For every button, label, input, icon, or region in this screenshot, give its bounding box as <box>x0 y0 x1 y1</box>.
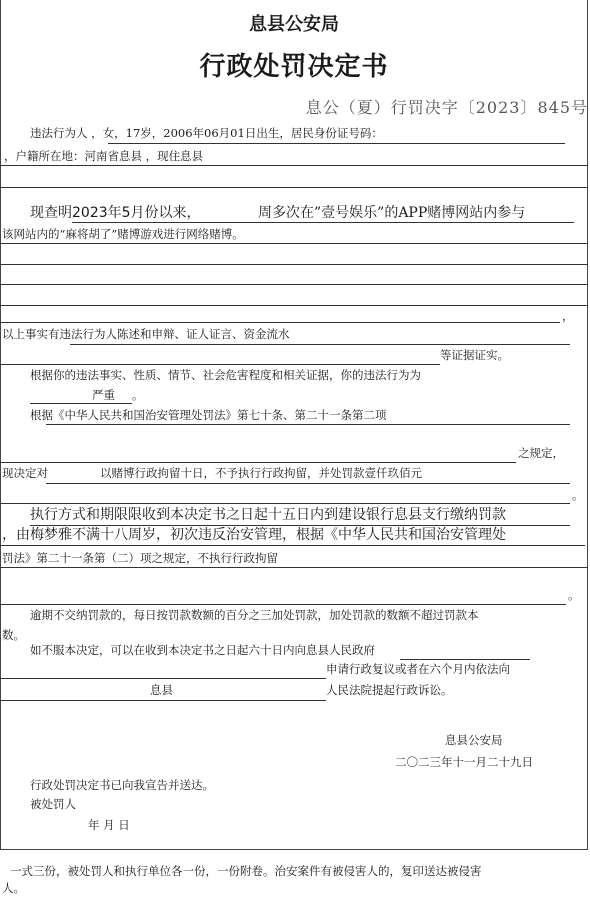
signature-date: 二〇二三年十一月二十九日 <box>395 755 533 769</box>
execution-line-2: ，由梅梦雅不满十八周岁，初次违反治安管理，根据《中华人民共和国治安管理处 <box>2 527 506 543</box>
underline <box>72 222 574 223</box>
underline <box>0 462 516 463</box>
rule-line <box>0 284 588 285</box>
receipt-line-1: 行政处罚决定书已向我宣告并送达。 <box>30 778 214 792</box>
appeal-line-1: 如不服本决定，可以在收到本决定书之日起六十日内向息县人民政府 <box>30 643 375 657</box>
underline <box>108 143 565 144</box>
offender-line-1: 违法行为人 ，女，17岁，2006年06月01日出生，居民身份证号码： <box>30 126 383 140</box>
rule-line <box>0 305 588 306</box>
appeal-court: 息县 <box>150 683 173 697</box>
decision-prefix: 现决定对 <box>2 466 48 480</box>
underline <box>0 604 566 605</box>
underline <box>0 700 326 701</box>
underline <box>46 483 570 484</box>
facts-line-1: 周多次在”壹号娱乐”的APP赌博网站内参与 <box>258 205 526 221</box>
underline <box>30 403 132 404</box>
document-title: 行政处罚决定书 <box>199 52 389 82</box>
rule-line <box>0 187 588 188</box>
decision-content: 以赌博行政拘留十日，不予执行行政拘留，并处罚款壹仟玖佰元 <box>100 466 422 480</box>
facts-date: 2023年5月份以来， <box>72 205 201 221</box>
underline <box>0 545 585 546</box>
appeal-line-3: 人民法院提起行政诉讼。 <box>326 683 453 697</box>
appeal-line-2: 申请行政复议或者在六个月内依法向 <box>326 662 510 676</box>
underline <box>400 659 530 660</box>
execution-line-3: 罚法》第二十一条第（二）项之规定，不执行行政拘留 <box>2 551 278 565</box>
footer-note-line-1: 一式三份，被处罚人和执行单位各一份，一份附卷。治安案件有被侵害人的，复印送达被侵害 <box>10 864 482 878</box>
signature-agency: 息县公安局 <box>445 733 503 747</box>
execution-end-mark: 。 <box>568 588 580 602</box>
facts-line-2: 该网站内的“麻将胡了”赌博游戏进行网络赌博。 <box>2 227 244 241</box>
assessment-line-1: 根据你的违法事实、性质、情节、社会危害程度和相关证据，你的违法行为为 <box>30 368 421 382</box>
receipt-line-2: 被处罚人 <box>30 797 76 811</box>
document-number: 息公（夏）行罚决字〔2023〕845号 <box>305 98 588 117</box>
underline <box>46 424 570 425</box>
footer-note-line-2: 人。 <box>2 881 25 895</box>
assessment-end-mark: 。 <box>132 388 144 402</box>
execution-line-1: 执行方式和期限限收到本决定书之日起十五日内到建设银行息县支行缴纳罚款 <box>30 507 506 523</box>
underline <box>70 344 570 345</box>
rule-line <box>0 264 588 265</box>
late-fee-line-2: 数。 <box>2 628 25 642</box>
facts-prefix: 现查明 <box>30 205 72 221</box>
receipt-date: 年 月 日 <box>88 818 130 832</box>
law-tail: 之规定， <box>518 446 564 460</box>
underline <box>0 322 560 323</box>
offender-line-2: ，户籍所在地：河南省息县 ，现住息县 <box>4 149 204 163</box>
assessment-level: 严重 <box>92 388 115 402</box>
rule-line <box>0 243 588 244</box>
evidence-line-2: 等证据证实。 <box>440 348 509 362</box>
underline <box>0 678 326 679</box>
underline <box>0 503 570 504</box>
late-fee-line-1: 逾期不交纳罚款的，每日按罚款数额的百分之三加处罚款，加处罚款的数额不超过罚款本 <box>30 608 479 622</box>
facts-tail-mark: ， <box>562 309 574 323</box>
law-line-1: 根据《中华人民共和国治安管理处罚法》第七十条、第二十一条第二项 <box>30 408 387 422</box>
underline <box>30 525 570 526</box>
decision-end-mark: 。 <box>572 488 584 502</box>
rule-line <box>0 165 588 166</box>
agency-title: 息县公安局 <box>249 14 339 35</box>
rule-line <box>0 567 588 568</box>
underline <box>0 364 440 365</box>
evidence-line-1: 以上事实有违法行为人陈述和申辩、证人证言、资金流水 <box>2 327 290 341</box>
